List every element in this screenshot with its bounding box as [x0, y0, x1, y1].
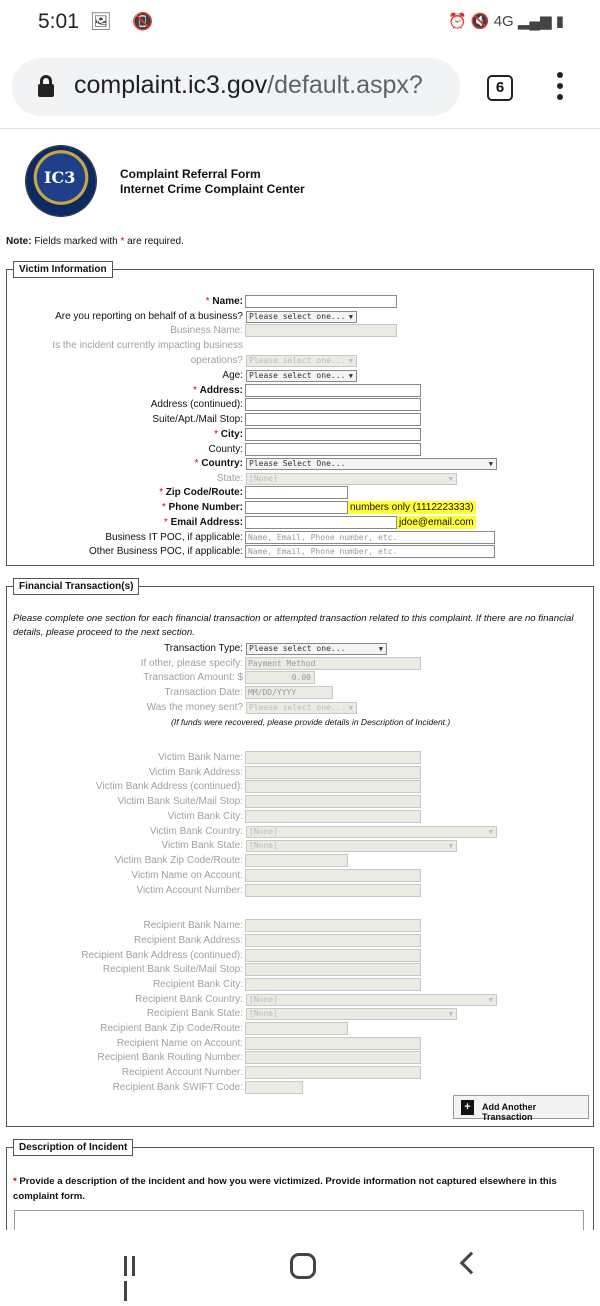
victim-name-on-account-field[interactable] [245, 869, 421, 882]
victim-bank-country-label: Victim Bank Country: [149, 826, 243, 837]
state-select[interactable]: [None] ▼ [246, 473, 457, 485]
county-label: County: [208, 444, 243, 455]
email-hint: jdoe@email.com [399, 517, 474, 528]
phone-label: * Phone Number: [161, 502, 243, 513]
recipient-bank-suite-field[interactable] [245, 963, 421, 976]
transaction-type-select[interactable]: Please select one... ▼ [246, 643, 387, 655]
section-legend: Victim Information [13, 261, 113, 278]
url-text[interactable] [74, 71, 423, 100]
recipient-name-on-account-label: Recipient Name on Account: [116, 1038, 243, 1049]
name-label: * Name: [205, 296, 243, 307]
recent-apps-icon[interactable] [124, 1256, 146, 1276]
recipient-bank-name-label: Recipient Bank Name: [143, 920, 243, 931]
recipient-routing-label: Recipient Bank Routing Number: [97, 1052, 243, 1063]
add-transaction-label: Add Another Transaction [482, 1102, 537, 1122]
recipient-bank-zip-label: Recipient Bank Zip Code/Route: [100, 1023, 243, 1034]
seal-text: IC3 [44, 168, 76, 187]
recipient-bank-city-field[interactable] [245, 978, 421, 991]
business-name-field[interactable] [245, 324, 397, 337]
required-note [6, 236, 184, 247]
impacting-label-1: Is the incident currently impacting business [52, 340, 243, 351]
url-host: complaint.ic3.gov [74, 71, 268, 99]
status-bar [0, 0, 600, 46]
money-sent-select[interactable]: Please select one... ▼ [246, 702, 357, 714]
recipient-account-number-label: Recipient Account Number: [121, 1067, 243, 1078]
name-field[interactable] [245, 295, 397, 308]
recipient-bank-address2-field[interactable] [245, 949, 421, 962]
impacting-select[interactable]: Please select one... ▼ [246, 355, 357, 367]
address-field[interactable] [245, 384, 421, 397]
it-poc-field[interactable]: Name, Email, Phone number, etc. [245, 531, 495, 544]
money-sent-label: Was the money sent? [146, 702, 243, 713]
required-star: * [120, 236, 125, 247]
recipient-bank-zip-field[interactable] [245, 1022, 348, 1035]
note-label: Note: [6, 236, 32, 247]
victim-bank-address-field[interactable] [245, 766, 421, 779]
transaction-date-field[interactable]: MM/DD/YYYY [245, 686, 333, 699]
suite-label: Suite/Apt./Mail Stop: [152, 414, 243, 425]
county-field[interactable] [245, 443, 421, 456]
recovered-note: (If funds were recovered, please provide details in Description of Incident.) [171, 717, 451, 727]
victim-bank-zip-field[interactable] [245, 854, 348, 867]
form-title-line2: Internet Crime Complaint Center [120, 182, 305, 196]
other-specify-label: If other, please specify: [140, 658, 243, 669]
recipient-bank-address-field[interactable] [245, 934, 421, 947]
recipient-swift-label: Recipient Bank SWIFT Code: [112, 1082, 243, 1093]
notification-icons: 🖼 📵 [90, 12, 162, 31]
form-title-line1: Complaint Referral Form [120, 167, 261, 181]
victim-bank-city-field[interactable] [245, 810, 421, 823]
email-label: * Email Address: [163, 517, 243, 528]
recipient-swift-field[interactable] [245, 1081, 303, 1094]
victim-bank-name-field[interactable] [245, 751, 421, 764]
recipient-bank-name-field[interactable] [245, 919, 421, 932]
recipient-bank-address2-label: Recipient Bank Address (continued): [81, 950, 243, 961]
url-path: /default.aspx? [267, 71, 423, 99]
victim-bank-name-label: Victim Bank Name: [158, 752, 243, 763]
it-poc-label: Business IT POC, if applicable: [105, 532, 243, 543]
impacting-label-2: operations? [190, 355, 243, 366]
status-time: 5:01 [38, 10, 79, 33]
victim-bank-address-label: Victim Bank Address: [148, 767, 243, 778]
email-field[interactable] [245, 516, 397, 529]
country-select[interactable]: Please Select One... ▼ [246, 458, 497, 470]
city-field[interactable] [245, 428, 421, 441]
address2-label: Address (continued): [150, 399, 243, 410]
phone-hint: numbers only (1112223333) [350, 502, 474, 513]
home-icon[interactable] [290, 1253, 316, 1279]
state-label: State: [216, 473, 243, 484]
address-bar[interactable] [12, 58, 460, 116]
description-prompt: * Provide a description of the incident and how you were victimized. Provide information not captured elsewhere in this complaint form. [13, 1176, 557, 1202]
victim-bank-state-select[interactable]: [None] ▼ [246, 840, 457, 852]
navigation-bar [0, 1230, 600, 1300]
recipient-account-number-field[interactable] [245, 1066, 421, 1079]
country-label: * Country: [194, 458, 243, 469]
tab-switcher-button[interactable]: 6 [487, 75, 513, 101]
recipient-bank-suite-label: Recipient Bank Suite/Mail Stop: [102, 964, 243, 975]
section-legend: Financial Transaction(s) [13, 578, 139, 595]
victim-bank-city-label: Victim Bank City: [167, 811, 243, 822]
victim-bank-country-select[interactable]: [None] ▼ [246, 826, 497, 838]
zip-label: * Zip Code/Route: [159, 487, 243, 498]
lock-icon [38, 75, 54, 97]
back-icon[interactable] [460, 1252, 483, 1275]
recipient-bank-country-select[interactable]: [None] ▼ [246, 994, 497, 1006]
recipient-routing-field[interactable] [245, 1051, 421, 1064]
ic3-seal-logo [26, 146, 96, 216]
transaction-type-label: Transaction Type: [164, 643, 243, 654]
add-another-transaction-button[interactable] [453, 1095, 589, 1122]
suite-field[interactable] [245, 413, 421, 426]
address-label: * Address: [192, 385, 243, 396]
recipient-name-on-account-field[interactable] [245, 1037, 421, 1050]
zip-field[interactable] [245, 486, 348, 499]
victim-bank-suite-label: Victim Bank Suite/Mail Stop: [117, 796, 243, 807]
recipient-bank-state-select[interactable]: [None] ▼ [246, 1008, 457, 1020]
form-title [120, 167, 305, 197]
other-poc-field[interactable]: Name, Email, Phone number, etc. [245, 545, 495, 558]
other-specify-field[interactable]: Payment Method [245, 657, 421, 670]
address2-field[interactable] [245, 398, 421, 411]
victim-account-number-label: Victim Account Number: [136, 885, 243, 896]
transaction-date-label: Transaction Date: [164, 687, 243, 698]
age-select[interactable]: Please select one... ▼ [246, 370, 357, 382]
age-label: Age: [222, 370, 243, 381]
victim-bank-address2-label: Victim Bank Address (continued): [95, 781, 243, 792]
victim-bank-address2-field[interactable] [245, 780, 421, 793]
amount-field[interactable]: 0.00 [245, 671, 315, 684]
victim-bank-zip-label: Victim Bank Zip Code/Route: [114, 855, 243, 866]
note-text-before: Fields marked with [34, 236, 118, 247]
financial-intro: Please complete one section for each financial transaction or attempted transaction related to this complaint. If there are no financial details, please proceed to the next section. [13, 613, 574, 638]
victim-name-on-account-label: Victim Name on Account: [131, 870, 243, 881]
web-page [0, 129, 600, 1230]
business-label: Are you reporting on behalf of a business? [55, 311, 243, 322]
system-status-icons: ⏰ 🔇 4G ▂▄▆ ▮ [448, 13, 564, 30]
description-textarea[interactable] [14, 1210, 584, 1230]
victim-bank-state-label: Victim Bank State: [161, 840, 243, 851]
browser-menu-icon[interactable] [550, 72, 570, 104]
recipient-bank-country-label: Recipient Bank Country: [135, 994, 243, 1005]
city-label: * City: [214, 429, 243, 440]
business-select[interactable]: Please select one... ▼ [246, 311, 357, 323]
section-legend: Description of Incident [13, 1139, 133, 1156]
business-name-label: Business Name: [170, 325, 243, 336]
victim-bank-suite-field[interactable] [245, 795, 421, 808]
amount-label: Transaction Amount: $ [143, 672, 243, 683]
recipient-bank-city-label: Recipient Bank City: [152, 979, 243, 990]
phone-field[interactable] [245, 501, 348, 514]
add-document-icon: + [461, 1100, 474, 1115]
note-text-after: are required. [127, 236, 184, 247]
recipient-bank-address-label: Recipient Bank Address: [134, 935, 243, 946]
other-poc-label: Other Business POC, if applicable: [89, 546, 243, 557]
recipient-bank-state-label: Recipient Bank State: [146, 1008, 243, 1019]
victim-account-number-field[interactable] [245, 884, 421, 897]
